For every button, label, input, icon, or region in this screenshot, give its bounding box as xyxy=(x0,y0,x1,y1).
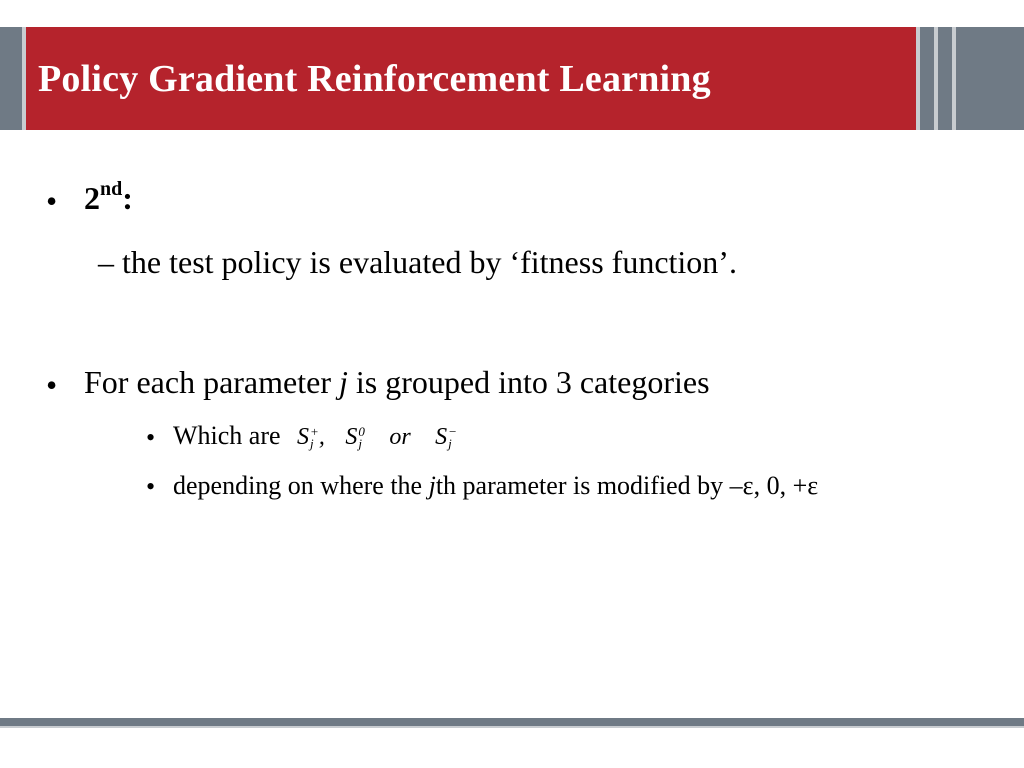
bullet-icon: • xyxy=(46,367,58,403)
ordinal-suffix: nd xyxy=(100,178,123,201)
sub-item-text: the test policy is evaluated by ‘fitness function’. xyxy=(122,244,737,280)
text-segment: For each parameter xyxy=(84,364,339,400)
variable-j: j xyxy=(428,471,436,500)
text-segment: th parameter is modified by –ε, 0, +ε xyxy=(435,471,819,500)
symbol-base: S xyxy=(297,424,310,450)
dash-marker: – xyxy=(98,244,114,280)
bullet-item-2nd xyxy=(84,180,133,217)
slide-title: Policy Gradient Reinforcement Learning xyxy=(38,57,711,100)
symbol-s-plus xyxy=(297,424,319,450)
symbol-base: S xyxy=(435,424,448,450)
ordinal-number: 2 xyxy=(84,180,100,216)
sub-bullet-which-are xyxy=(173,421,457,451)
variable-j: j xyxy=(338,364,348,400)
right-stripe-decoration xyxy=(956,27,1024,130)
comma: , xyxy=(318,424,325,450)
title-bar xyxy=(26,27,916,130)
symbol-sub: j xyxy=(310,436,314,452)
bullet-icon: • xyxy=(46,183,58,219)
bullet-icon: • xyxy=(146,423,156,452)
which-are-label: Which are xyxy=(173,421,281,450)
sub-item-fitness xyxy=(98,244,737,281)
text-segment: depending on where the xyxy=(173,471,429,500)
footer-rule-highlight xyxy=(0,726,1024,728)
colon: : xyxy=(122,180,133,216)
symbol-s-zero xyxy=(345,424,365,450)
or-word: or xyxy=(389,424,411,450)
symbol-base: S xyxy=(345,424,358,450)
left-stripe-decoration xyxy=(0,27,22,130)
symbol-sup: − xyxy=(448,424,457,440)
sub-bullet-depending xyxy=(173,471,818,501)
symbol-sup: + xyxy=(310,424,319,440)
right-stripe-decoration xyxy=(938,27,952,130)
symbol-sup: 0 xyxy=(358,424,365,440)
footer-rule xyxy=(0,718,1024,726)
symbol-s-minus xyxy=(435,424,457,450)
bullet-item-parameter xyxy=(84,364,710,401)
right-stripe-decoration xyxy=(920,27,934,130)
symbol-sub: j xyxy=(358,436,362,452)
bullet-icon: • xyxy=(146,472,156,501)
symbol-sub: j xyxy=(448,436,452,452)
text-segment: is grouped into 3 categories xyxy=(347,364,710,400)
